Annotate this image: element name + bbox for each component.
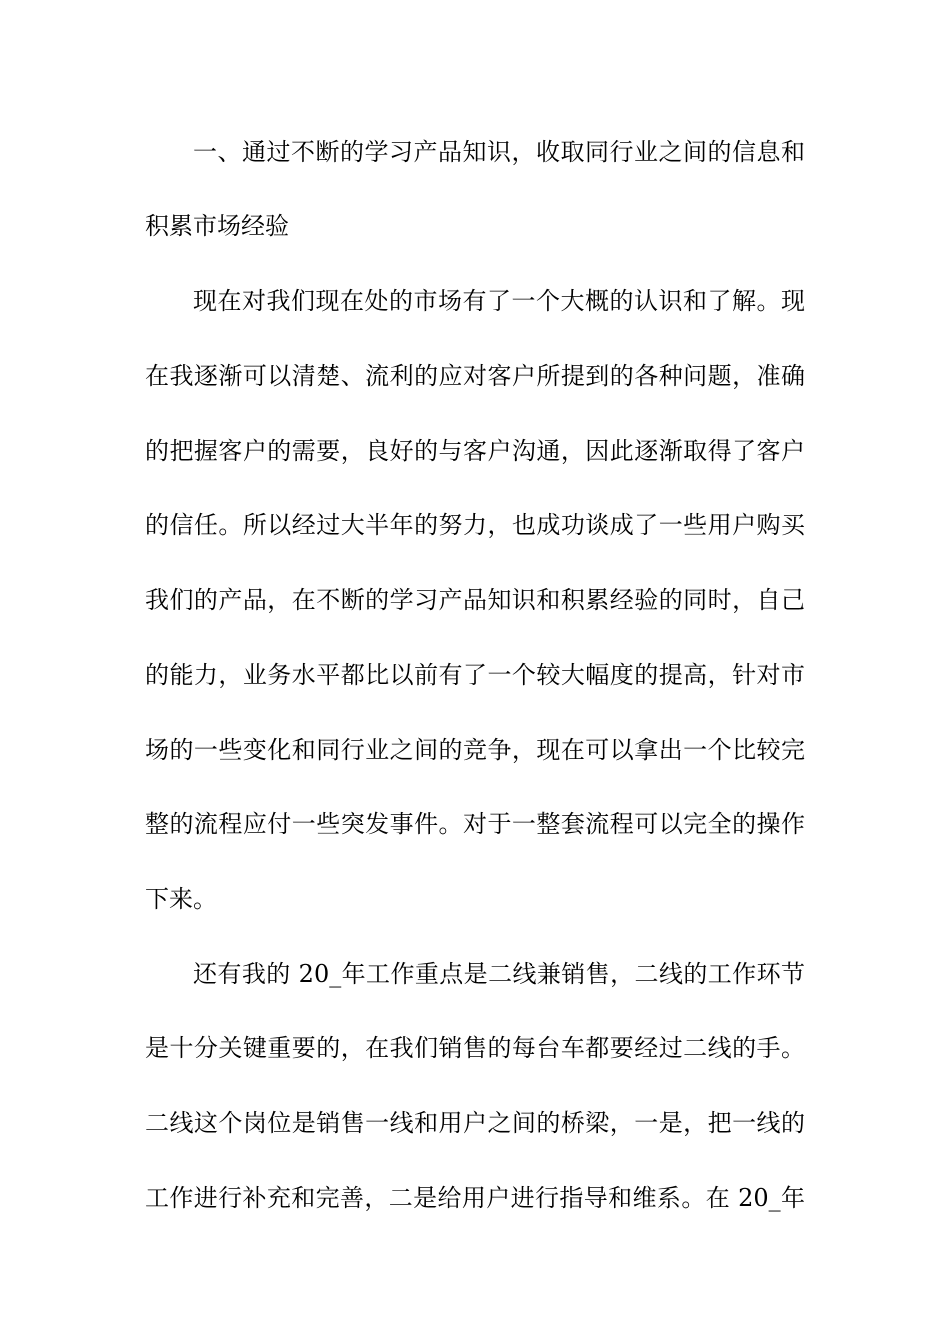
paragraph-2-line-5: 我们的产品，在不断的学习产品知识和积累经验的同时，自己: [145, 586, 805, 614]
paragraph-2-line-4: 的信任。所以经过大半年的努力，也成功谈成了一些用户购买: [145, 511, 805, 539]
paragraph-3-line-1: 还有我的 20_年工作重点是二线兼销售，二线的工作环节: [193, 960, 805, 988]
paragraph-2-line-8: 整的流程应付一些突发事件。对于一整套流程可以完全的操作: [145, 810, 805, 838]
paragraph-3-line-4: 工作进行补充和完善，二是给用户进行指导和维系。在 20_年: [145, 1184, 805, 1212]
paragraph-1-line-2: 积累市场经验: [145, 212, 289, 240]
paragraph-2-line-7: 场的一些变化和同行业之间的竞争，现在可以拿出一个比较完: [145, 736, 805, 764]
paragraph-2-line-1: 现在对我们现在处的市场有了一个大概的认识和了解。现: [193, 287, 805, 315]
paragraph-3-line-3: 二线这个岗位是销售一线和用户之间的桥梁，一是，把一线的: [145, 1109, 805, 1137]
paragraph-2-line-3: 的把握客户的需要，良好的与客户沟通，因此逐渐取得了客户: [145, 437, 805, 465]
paragraph-2-line-2: 在我逐渐可以清楚、流利的应对客户所提到的各种问题，准确: [145, 362, 805, 390]
paragraph-2-line-9: 下来。: [145, 885, 217, 913]
paragraph-1-line-1: 一、通过不断的学习产品知识，收取同行业之间的信息和: [193, 138, 805, 166]
paragraph-2-line-6: 的能力，业务水平都比以前有了一个较大幅度的提高，针对市: [145, 661, 805, 689]
paragraph-3-line-2: 是十分关键重要的，在我们销售的每台车都要经过二线的手。: [145, 1034, 805, 1062]
